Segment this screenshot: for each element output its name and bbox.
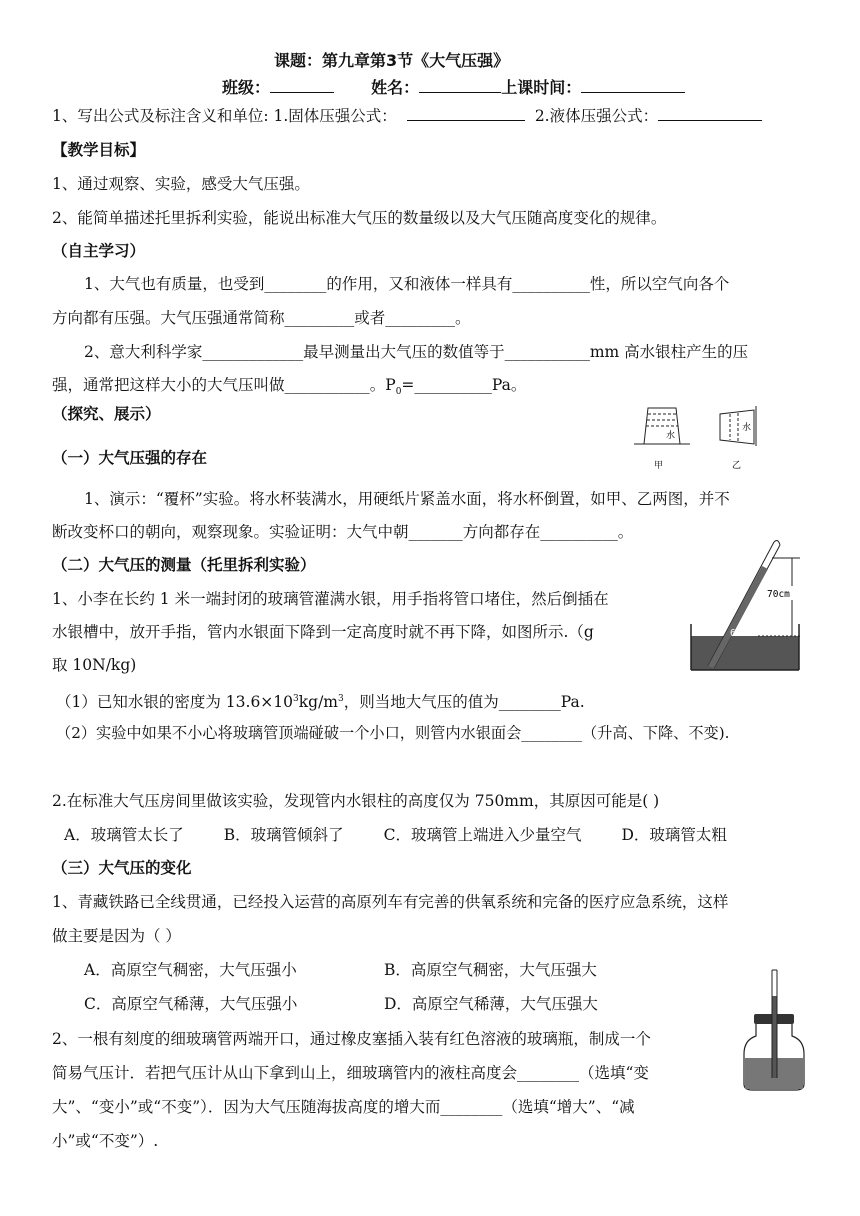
self-study-p1-line1: 1、大气也有质量，也受到________的作用，又和液体一样具有__________性，所以空气向各个	[84, 275, 730, 293]
cup-jia-drawing	[634, 408, 690, 444]
p0-subscript: 0	[395, 387, 402, 398]
time-field[interactable]	[581, 76, 685, 93]
name-label: 姓名：	[371, 78, 420, 97]
p2-line2-b: =__________Pa。	[401, 376, 527, 394]
section2-q1	[56, 688, 585, 713]
section3-opt-row1	[84, 959, 597, 981]
mc-option-d[interactable]: D．玻璃管太粗	[621, 826, 727, 844]
intro-line	[52, 104, 762, 127]
self-study-p2-line1: 2、意大利科学家_____________最早测量出大气压的数值等于___________mm 高水银柱产生的压	[84, 343, 749, 361]
self-study-heading: （自主学习）	[52, 241, 146, 260]
header-fields	[222, 76, 685, 99]
cup-yi-water-label: 水	[742, 423, 752, 433]
section2-q2: （2）实验中如果不小心将玻璃管顶端碰破一个小口，则管内水银面会________（升高、下降、不变).	[56, 724, 730, 742]
barometer-figure	[736, 960, 812, 1092]
section2-mc-question: 2.在标准大气压房间里做该实验，发现管内水银柱的高度仅为 750mm，其原因可能是( )	[52, 792, 660, 810]
angle-label: 60°	[730, 628, 748, 639]
opt-c[interactable]: C．高原空气稀薄，大气压强小	[84, 995, 298, 1013]
intro-q1: 1、写出公式及标注含义和单位: 1.固体压强公式：	[52, 107, 397, 125]
section3-q2-line3: 大”、“变小”或“不变”）．因为大气压随海拔高度的增大而________（选填“增大”、“减	[52, 1098, 635, 1116]
page-title: 课题：第九章第3节《大气压强》	[274, 51, 510, 70]
liquid-pressure-formula-field[interactable]	[658, 104, 762, 121]
intro-q2: 2.液体压强公式：	[534, 107, 659, 125]
opt-d[interactable]: D．高原空气稀薄，大气压强大	[384, 995, 598, 1013]
height-label: 70cm	[767, 589, 790, 600]
goals-heading: 【教学目标】	[52, 140, 146, 159]
fig-yi-label: 乙	[732, 461, 742, 471]
q1-part-c: ，则当地大气压的值为________Pa.	[343, 693, 585, 712]
tube-liquid-column	[773, 996, 777, 1078]
mc-option-a[interactable]: A．玻璃管太长了	[64, 826, 184, 844]
q1-part-a: （1）已知水银的密度为 13.6×10	[56, 693, 294, 712]
section2-heading: （二）大气压的测量（托里拆利实验）	[52, 555, 316, 574]
q1-sup2: 3	[337, 694, 344, 704]
explore-heading: （探究、展示）	[52, 404, 161, 423]
section3-opt-row2	[84, 993, 598, 1015]
opt-b[interactable]: B．高原空气稠密，大气压强大	[384, 961, 597, 979]
section2-line2: 水银槽中，放开手指，管内水银面下降到一定高度时就不再下降，如图所示.（g	[52, 623, 594, 641]
section3-q1-line2: 做主要是因为（ ）	[52, 927, 181, 945]
torricelli-figure	[688, 536, 804, 674]
section2-line3: 取 10N/kg)	[52, 656, 137, 674]
goal-2: 2、能简单描述托里拆利实验，能说出标准大气压的数量级以及大气压随高度变化的规律。	[52, 209, 667, 227]
self-study-p2-line2	[52, 374, 526, 403]
section3-q1-line1: 1、青藏铁路已全线贯通，已经投入运营的高原列车有完善的供氧系统和完备的医疗应急系统，这样	[52, 893, 729, 911]
class-field[interactable]	[270, 76, 334, 93]
mc-option-c[interactable]: C．玻璃管上端进入少量空气	[383, 826, 582, 844]
section3-q2-line4: 小”或“不变”）.	[52, 1132, 159, 1150]
solid-pressure-formula-field[interactable]	[407, 104, 525, 121]
fig-jia-label: 甲	[654, 461, 664, 471]
q1-sup1: 3	[293, 694, 299, 704]
class-label: 班级：	[222, 78, 271, 97]
section1-line2: 断改变杯口的朝向，观察现象。实验证明：大气中朝_______方向都存在__________。	[52, 523, 634, 541]
cup-experiment-figure	[630, 400, 770, 475]
goal-1: 1、通过观察、实验，感受大气压强。	[52, 175, 310, 193]
p2-line2-a: 强，通常把这样大小的大气压叫做___________。P	[52, 376, 396, 394]
time-label: 上课时间：	[501, 78, 582, 97]
self-study-p1-line2: 方向都有压强。大气压强通常简称_________或者_________。	[52, 309, 471, 327]
opt-a[interactable]: A．高原空气稠密，大气压强小	[84, 961, 297, 979]
q1-part-b: kg/m	[298, 693, 338, 712]
section2-line1: 1、小李在长约 1 米一端封闭的玻璃管灌满水银，用手指将管口堵住，然后倒插在	[52, 590, 609, 608]
section1-line1: 1、演示：“覆杯”实验。将水杯装满水，用硬纸片紧盖水面，将水杯倒置，如甲、乙两图，并不	[84, 490, 730, 508]
mc-option-b[interactable]: B．玻璃管倾斜了	[223, 826, 344, 844]
section3-q2-line2: 简易气压计．若把气压计从山下拿到山上，细玻璃管内的液柱高度会________（选填“变	[52, 1064, 649, 1082]
section3-heading: （三）大气压的变化	[52, 858, 192, 877]
section3-q2-line1: 2、一根有刻度的细玻璃管两端开口，通过橡皮塞插入装有红色溶液的玻璃瓶，制成一个	[52, 1030, 651, 1048]
name-field[interactable]	[419, 76, 501, 93]
cup-jia-water-label: 水	[666, 431, 676, 441]
section2-mc-options	[64, 824, 727, 846]
section1-heading: （一）大气压强的存在	[52, 448, 208, 467]
